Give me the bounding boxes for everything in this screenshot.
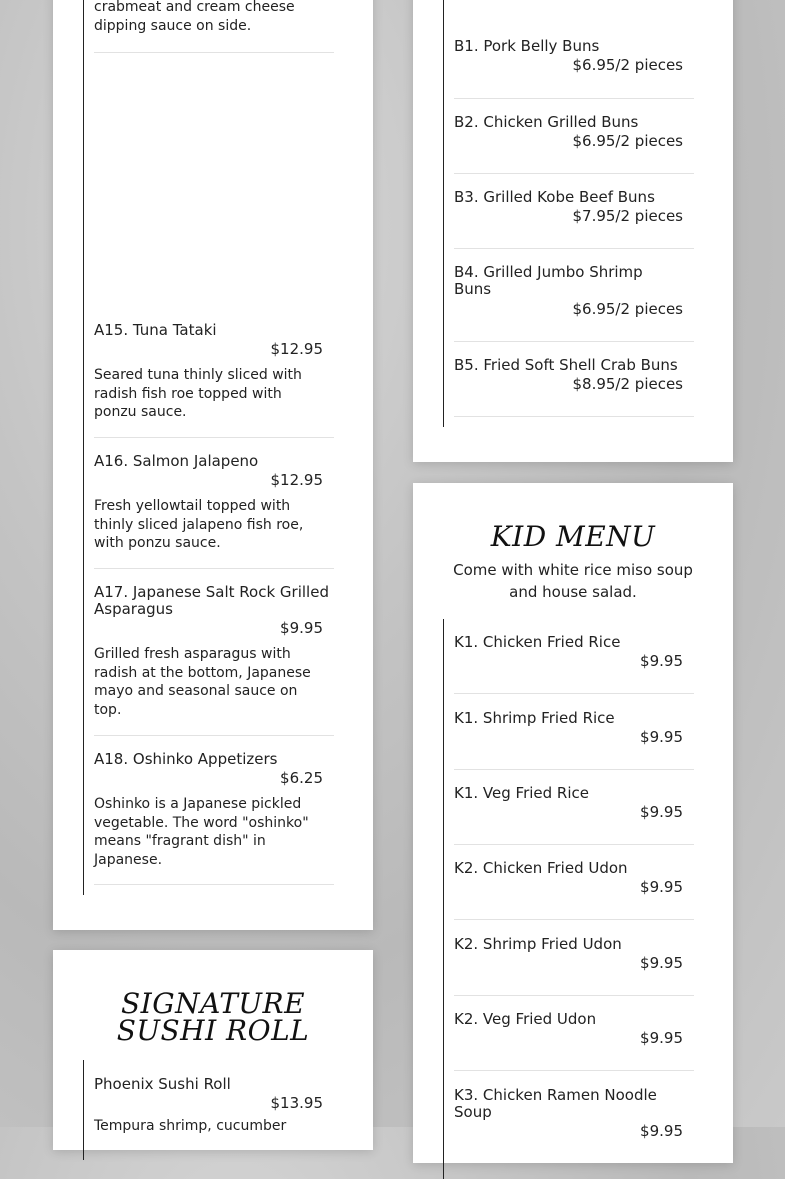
item-name: A15. Tuna Tataki <box>94 321 217 339</box>
menu-item-k1-shrimp <box>454 694 694 770</box>
buns-card <box>413 0 733 462</box>
menu-item-b1 <box>454 20 694 99</box>
item-price: $9.95 <box>640 1029 683 1047</box>
item-description: crabmeat and cream cheese dipping sauce on side. <box>94 0 295 34</box>
menu-item-k2-chicken <box>454 845 694 920</box>
item-name: K1. Chicken Fried Rice <box>454 633 621 651</box>
item-name: K3. Chicken Ramen Noodle Soup <box>454 1086 657 1121</box>
item-price: $13.95 <box>270 1094 323 1112</box>
item-name: K1. Veg Fried Rice <box>454 784 589 802</box>
menu-item-b4 <box>454 249 694 342</box>
appetizers-rail <box>83 0 84 895</box>
item-price: $12.95 <box>270 471 323 489</box>
menu-item-a15 <box>94 312 334 438</box>
item-description: Seared tuna thinly sliced with radish fish roe topped with ponzu sauce. <box>94 367 302 420</box>
section-title: SIGNATURE SUSHI ROLL <box>116 987 310 1047</box>
section-title: KID MENU <box>490 520 656 553</box>
item-name: K2. Veg Fried Udon <box>454 1010 597 1028</box>
item-price: $6.25 <box>280 769 323 787</box>
signature-rail <box>83 1060 84 1160</box>
item-price: $9.95 <box>640 1122 683 1140</box>
item-name: B3. Grilled Kobe Beef Buns <box>454 188 655 206</box>
item-price: $9.95 <box>640 728 683 746</box>
menu-item-b5 <box>454 342 694 417</box>
item-name: K1. Shrimp Fried Rice <box>454 709 615 727</box>
item-description: Grilled fresh asparagus with radish at the bottom, Japanese mayo and seasonal sauce on top. <box>94 646 311 718</box>
kid-menu-card <box>413 483 733 1163</box>
menu-item-k1-chicken <box>454 619 694 694</box>
item-price: $9.95 <box>280 619 323 637</box>
item-description: Fresh yellowtail topped with thinly sliced jalapeno fish roe, with ponzu sauce. <box>94 498 304 551</box>
item-name: Phoenix Sushi Roll <box>94 1075 231 1093</box>
section-subtitle: Come with white rice miso soup and house salad. <box>453 561 693 601</box>
item-price: $12.95 <box>270 340 323 358</box>
item-description: Oshinko is a Japanese pickled vegetable. The word "oshinko" means "fragrant dish" in Japanese. <box>94 796 309 868</box>
item-price: $6.95/2 pieces <box>572 132 683 150</box>
item-name: A18. Oshinko Appetizers <box>94 750 278 768</box>
kid-menu-rail <box>443 619 444 1179</box>
menu-item-a18 <box>94 736 334 885</box>
item-price: $6.95/2 pieces <box>572 56 683 74</box>
buns-rail <box>443 0 444 427</box>
item-price: $6.95/2 pieces <box>572 300 683 318</box>
item-price: $9.95 <box>640 954 683 972</box>
menu-item-a17 <box>94 569 334 736</box>
menu-item-a16 <box>94 438 334 569</box>
item-price: $7.95/2 pieces <box>572 207 683 225</box>
item-name: K2. Chicken Fried Udon <box>454 859 628 877</box>
item-description: Tempura shrimp, cucumber <box>94 1118 287 1134</box>
menu-item-b3 <box>454 174 694 249</box>
item-price: $9.95 <box>640 878 683 896</box>
menu-item-k2-shrimp <box>454 920 694 996</box>
menu-item-k1-veg <box>454 770 694 845</box>
item-price: $9.95 <box>640 803 683 821</box>
appetizers-card <box>53 0 373 930</box>
menu-item-b2 <box>454 99 694 174</box>
item-name: A16. Salmon Jalapeno <box>94 452 259 470</box>
item-name: K2. Shrimp Fried Udon <box>454 935 622 953</box>
signature-roll-card <box>53 950 373 1150</box>
item-name: B2. Chicken Grilled Buns <box>454 113 639 131</box>
item-price: $8.95/2 pieces <box>572 375 683 393</box>
menu-item-phoenix <box>94 1060 334 1160</box>
menu-item-k2-veg <box>454 996 694 1071</box>
menu-item-k3-chicken-ramen <box>454 1071 694 1163</box>
list-item-fragment <box>94 0 334 53</box>
item-name: B5. Fried Soft Shell Crab Buns <box>454 356 678 374</box>
item-price: $9.95 <box>640 652 683 670</box>
item-name: B4. Grilled Jumbo Shrimp Buns <box>454 263 643 298</box>
item-name: A17. Japanese Salt Rock Grilled Asparagus <box>94 583 329 618</box>
item-name: B1. Pork Belly Buns <box>454 37 600 55</box>
